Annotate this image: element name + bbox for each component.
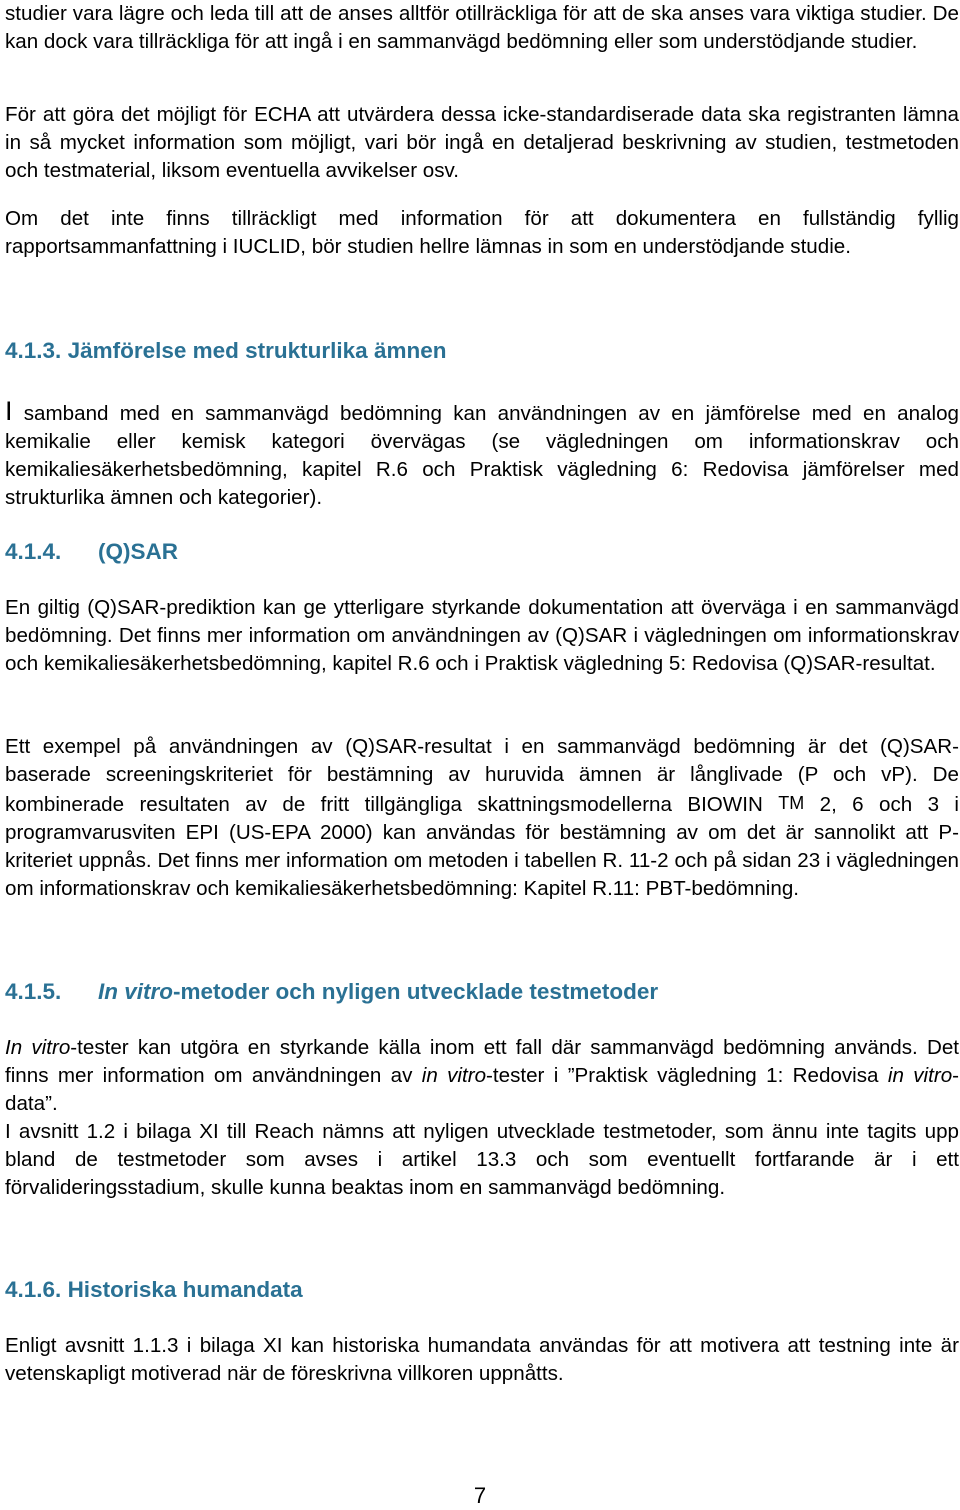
heading-4-1-3 xyxy=(5,337,446,365)
paragraph-in-vitro xyxy=(5,1034,959,1118)
trademark-mark: TM xyxy=(778,793,805,813)
heading-title: Jämförelse med strukturlika ämnen xyxy=(67,338,447,363)
paragraph-text: -tester kan utgöra en styrkande källa inom ett fall där sammanvägd bedömning används. Det finns mer information om användningen av xyxy=(5,1036,959,1087)
heading-title-rest: -metoder och nyligen utvecklade testmetoder xyxy=(173,979,659,1004)
paragraph-qsar-prediction: En giltig (Q)SAR-prediktion kan ge ytterligare styrkande dokumentation att överväga i en sammanvägd bedömning. Det finns mer information om användningen av (Q)SAR i vägledningen om informationskrav och kemikaliesäkerhetsbedömning, kapitel R.6 och i Praktisk vägledning 5: Redovisa (Q)SAR-resultat. xyxy=(5,596,959,675)
page-number: 7 xyxy=(473,1483,487,1508)
heading-number: 4.1.4. xyxy=(5,539,62,564)
heading-title-italic: In vitro xyxy=(98,979,174,1004)
paragraph-text: 2, 6 och 3 i programvarusviten EPI (US-EPA 2000) kan användas för bestämning av om det är sannolikt att P-kriteriet uppnås. Det finns mer information om metoden i tabellen R. 11-2 och på sidan 23 i vägledningen om informationskrav och kemikaliesäkerhetsbedömning: Kapitel R.11: PBT-bedömning. xyxy=(5,793,959,900)
paragraph-text: -data”. xyxy=(5,1064,960,1115)
heading-number: 4.1.3. xyxy=(5,338,62,363)
italic-term: In vitro xyxy=(5,1036,71,1059)
paragraph-text: samband med en sammanvägd bedömning kan användningen av en jämförelse med en analog kemikalie eller kemisk kategori övervägas (se vägledningen om informationskrav och kemikaliesäkerhetsbedömning, kapitel R.6 och Praktisk vägledning 6: Redovisa jämförelser med strukturlika ämnen och kategorier). xyxy=(5,402,959,509)
heading-title: (Q)SAR xyxy=(98,539,178,564)
paragraph-continued: studier vara lägre och leda till att de anses alltför otillräckliga för att de ska anses vara viktiga studier. De kan dock vara tillräckliga för att ingå i en sammanvägd bedömning eller som understödjande studier. xyxy=(5,2,959,53)
paragraph-text: -tester i ”Praktisk vägledning 1: Redovisa xyxy=(486,1064,888,1087)
drop-cap: I xyxy=(5,396,13,426)
heading-title xyxy=(98,979,658,1004)
heading-4-1-4 xyxy=(5,538,178,566)
heading-number: 4.1.5. xyxy=(5,979,62,1004)
heading-4-1-5 xyxy=(5,978,658,1006)
heading-4-1-6 xyxy=(5,1276,303,1304)
paragraph-historical-data: Enligt avsnitt 1.1.3 i bilaga XI kan historiska humandata användas för att motivera att testning inte är vetenskapligt motiverad när de föreskrivna villkoren uppnåtts. xyxy=(5,1334,959,1385)
heading-number: 4.1.6. xyxy=(5,1277,62,1302)
italic-term: in vitro xyxy=(421,1064,487,1087)
paragraph-qsar-example xyxy=(5,733,959,903)
heading-title: Historiska humandata xyxy=(67,1277,303,1302)
paragraph-analogue xyxy=(5,397,959,512)
paragraph-new-methods: I avsnitt 1.2 i bilaga XI till Reach nämns att nyligen utvecklade testmetoder, som ännu inte tagits upp bland de testmetoder som avses i artikel 13.3 och som eventuellt fortfarande är i ett förvalideringsstadium, skulle kunna beaktas inom en sammanvägd bedömning. xyxy=(5,1120,959,1199)
italic-term: in vitro xyxy=(887,1064,953,1087)
paragraph-text: Ett exempel på användningen av (Q)SAR-resultat i en sammanvägd bedömning är det (Q)SAR-baserade screeningskriteriet för bestämning av huruvida ämnen är långlivade (P och vP). De kombinerade resultaten av de fritt tillgängliga skattningsmodellerna BIOWIN xyxy=(5,735,959,816)
paragraph-iuclid: Om det inte finns tillräckligt med information för att dokumentera en fullständig fyllig rapportsammanfattning i IUCLID, bör studien hellre lämnas in som en understödjande studie. xyxy=(5,207,959,258)
paragraph-echa-evaluation: För att göra det möjligt för ECHA att utvärdera dessa icke-standardiserade data ska registranten lämna in så mycket information som möjligt, vari bör ingå en detaljerad beskrivning av studien, testmetoden och testmaterial, liksom eventuella avvikelser osv. xyxy=(5,103,959,182)
